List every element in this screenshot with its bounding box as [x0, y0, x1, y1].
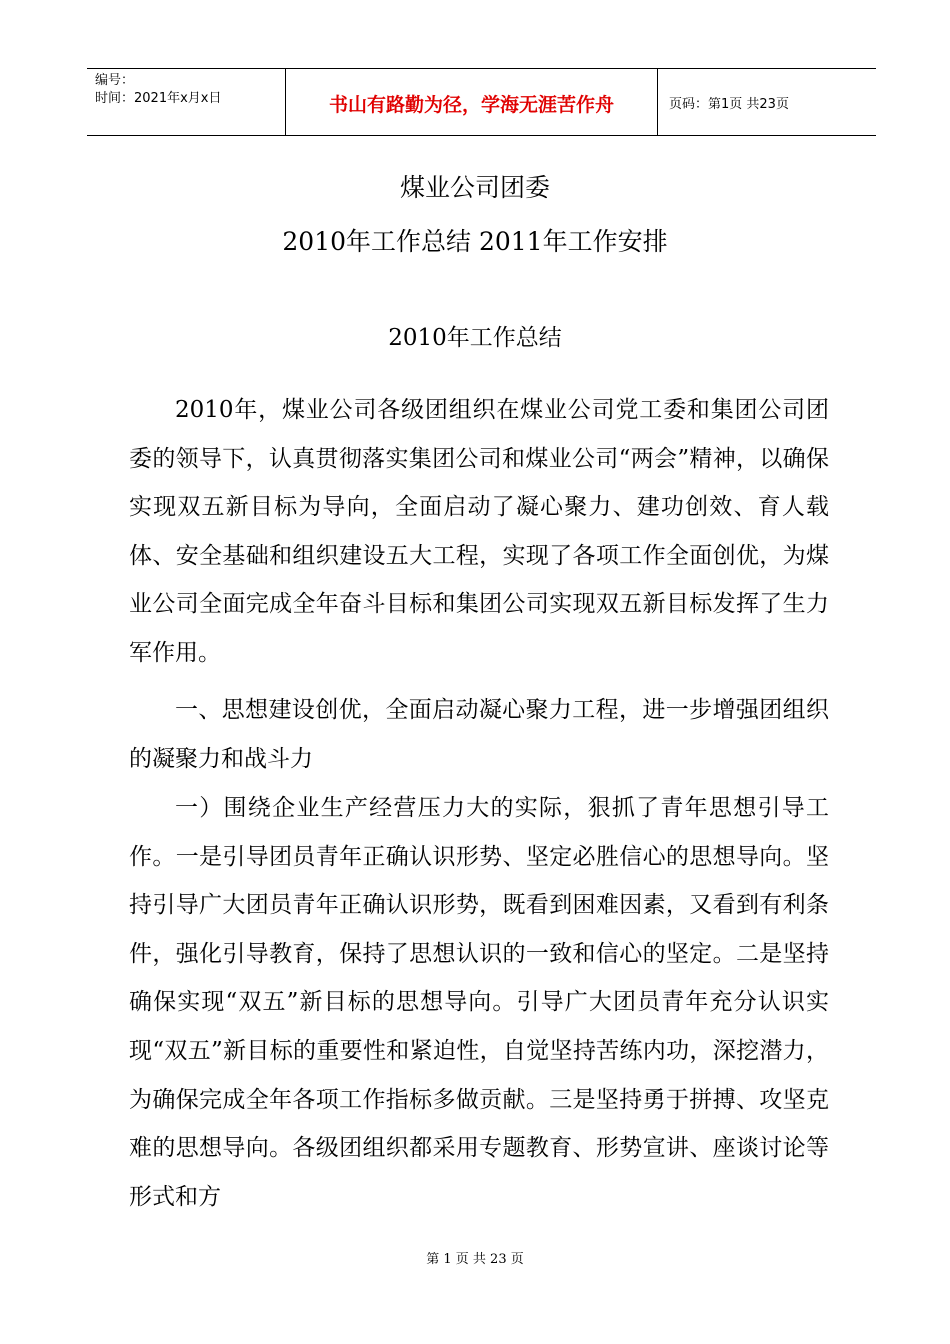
paragraph-intro: 2010年，煤业公司各级团组织在煤业公司党工委和集团公司团委的领导下，认真贯彻落实集团公司和煤业公司“两会”精神，以确保实现双五新目标为导向，全面启动了凝心聚力、建功创效、育人载体、安全基础和组织建设五大工程，实现了各项工作全面创优，为煤业公司全面完成全年奋斗目标和集团公司实现双五新目标发挥了生力军作用。	[129, 397, 829, 666]
page-header	[87, 68, 876, 136]
doc-number-label: 编号：	[95, 73, 135, 88]
header-page-info: 页码：第1页 共23页	[669, 96, 789, 112]
header-motto: 书山有路勤为径，学海无涯苦作舟	[286, 69, 658, 135]
doc-title-line1: 煤业公司团委	[399, 173, 550, 202]
header-meta	[87, 69, 286, 135]
page-footer: 第 1 页 共 23 页	[426, 1252, 524, 1267]
doc-title-line2: 2010年工作总结 2011年工作安排	[282, 227, 668, 256]
section-title: 2010年工作总结	[388, 325, 562, 351]
paragraph-body-1: 一）围绕企业生产经营压力大的实际，狠抓了青年思想引导工作。一是引导团员青年正确认识形势、坚定必胜信心的思想导向。坚持引导广大团员青年正确认识形势，既看到困难因素，又看到有利条件，强化引导教育，保持了思想认识的一致和信心的坚定。二是坚持确保实现“双五”新目标的思想导向。引导广大团员青年充分认识实现“双五”新目标的重要性和紧迫性，自觉坚持苦练内功，深挖潜力，为确保完成全年各项工作指标多做贡献。三是坚持勇于拼搏、攻坚克难的思想导向。各级团组织都采用专题教育、形势宣讲、座谈讨论等形式和方	[129, 795, 829, 1210]
doc-time-label: 时间：2021年x月x日	[95, 91, 222, 106]
paragraph-heading-1: 一、思想建设创优，全面启动凝心聚力工程，进一步增强团组织的凝聚力和战斗力	[129, 697, 829, 772]
